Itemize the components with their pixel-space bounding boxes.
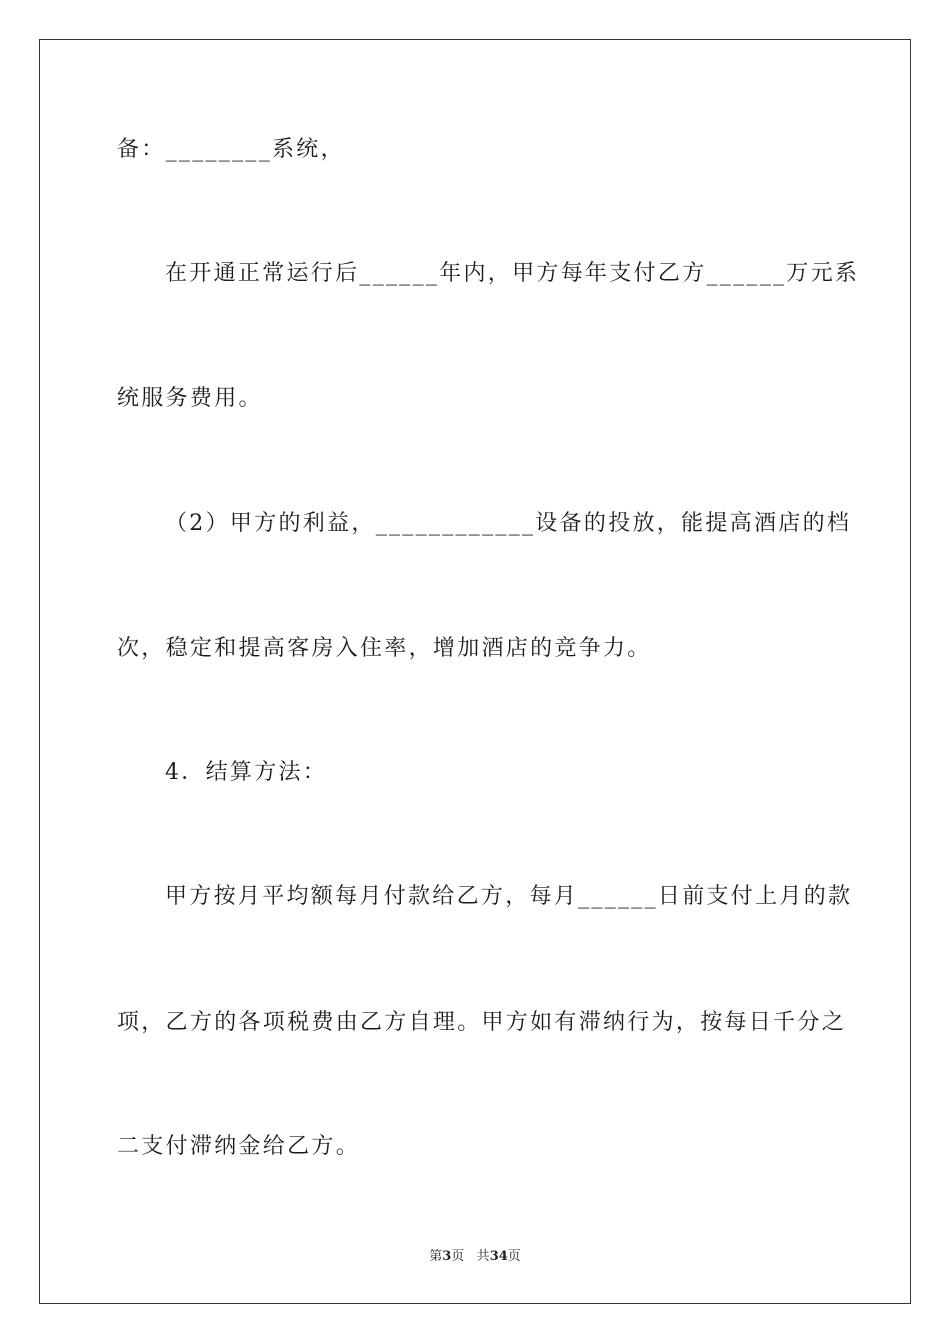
footer-total-suffix: 页 [507,1249,521,1264]
text-line-7: 甲方按月平均额每月付款给乙方，每月______日前支付上月的款 [165,884,853,909]
text-line-3: 统服务费用。 [117,386,263,411]
footer-page-prefix: 第 [429,1249,443,1264]
text-line-1: 备：________系统， [117,137,345,162]
footer-total-prefix: 共 [476,1249,490,1264]
text-line-8: 项，乙方的各项税费由乙方自理。甲方如有滞纳行为，按每日千分之 [117,1010,847,1035]
text-line-2: 在开通正常运行后______年内，甲方每年支付乙方______万元系 [165,261,860,286]
page-footer [0,1248,950,1266]
footer-page-suffix: 页 [451,1249,465,1264]
text-line-6: 4．结算方法： [165,760,328,785]
footer-total-pages: 34 [489,1249,508,1264]
page-border [39,39,911,1304]
text-line-9: 二支付滞纳金给乙方。 [117,1134,361,1159]
text-line-5: 次，稳定和提高客房入住率，增加酒店的竞争力。 [117,636,652,661]
footer-page-number: 3 [442,1249,452,1264]
text-line-4: （2）甲方的利益，____________设备的投放，能提高酒店的档 [165,511,852,536]
